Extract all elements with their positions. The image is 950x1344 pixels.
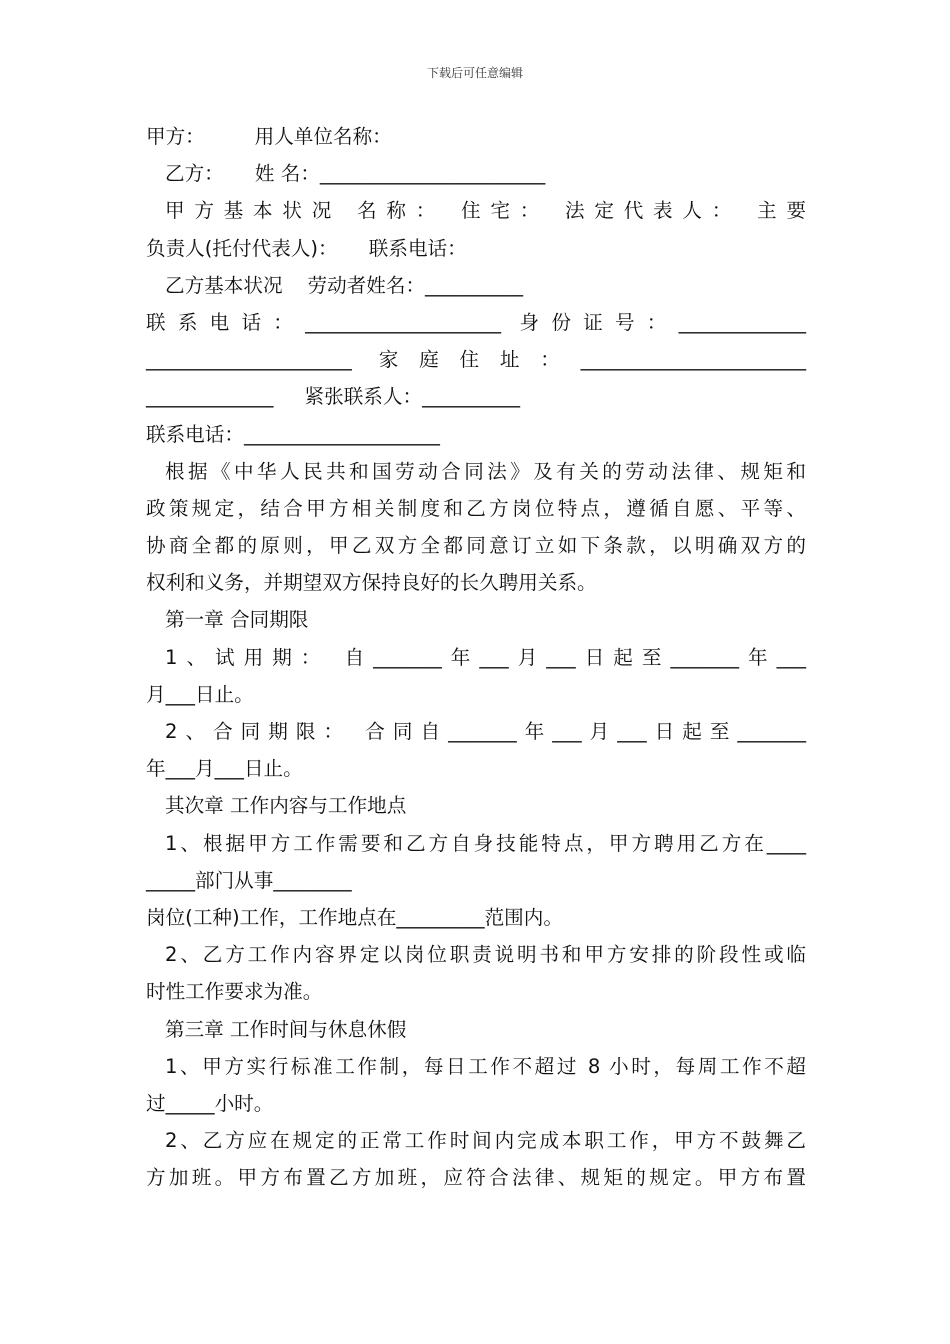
text-line-ch1-item1-b: 月___日止。 — [146, 682, 254, 706]
text-line-ch1-item1-a: 1、试用期： 自_______年___月___日起至_______年___ — [165, 645, 806, 669]
text-line-ch3-item1-a: 1、甲方实行标准工作制，每日工作不超过 8 小时，每周工作不超 — [165, 1054, 806, 1078]
text-line-ch2-item1-a: 1、根据甲方工作需要和乙方自身技能特点，甲方聘用乙方在____ — [165, 831, 806, 855]
text-line-ch2-item1-b: _____部门从事________ — [146, 868, 352, 892]
text-line-party-a-info-1: 甲方基本状况 名称： 住宅： 法定代表人： 主要 — [165, 199, 806, 223]
text-line-preamble-4: 权利和义务，并期望双方保持良好的长久聘用关系。 — [146, 571, 597, 595]
text-line-preamble-3: 协商全都的原则，甲乙双方全都同意订立如下条款，以明确双方的 — [146, 534, 806, 558]
text-line-ch3-item2-b: 方加班。甲方布置乙方加班，应符合法律、规矩的规定。甲方布置 — [146, 1166, 806, 1190]
text-line-party-b-info-5: 联系电话：____________________ — [146, 422, 440, 446]
text-line-ch1-item2-a: 2、合同期限： 合同自_______年___月___日起至_______ — [165, 720, 806, 743]
text-line-party-a-info-2: 负责人(托付代表人)： 联系电话： — [146, 236, 467, 260]
contract-body — [146, 118, 806, 1196]
text-line-preamble-1: 根据《中华人民共和国劳动合同法》及有关的劳动法律、规矩和 — [165, 459, 806, 483]
text-line-party-b-info-3: _____________________ 家庭住址：_______________________ — [146, 348, 806, 372]
text-line-chapter-3: 第三章 工作时间与休息休假 — [165, 1017, 407, 1041]
text-line-party-a: 甲方： 用人单位名称： — [146, 125, 392, 148]
text-line-party-b-info-4: _____________ 紧张联系人：__________ — [146, 385, 521, 409]
text-line-party-b: 乙方： 姓 名：_______________________ — [165, 162, 546, 186]
text-line-ch2-item2-b: 时性工作要求为准。 — [146, 980, 323, 1004]
text-line-party-b-info-2: 联系电话：____________________ 身份证号：_____________ — [146, 310, 806, 334]
text-line-ch1-item2-b: 年___月___日止。 — [146, 757, 303, 781]
text-line-ch2-item2-a: 2、乙方工作内容界定以岗位职责说明书和甲方安排的阶段性或临 — [165, 943, 806, 967]
text-line-party-b-info-1: 乙方基本状况 劳动者姓名：__________ — [165, 273, 524, 297]
text-line-ch3-item2-a: 2、乙方应在规定的正常工作时间内完成本职工作，甲方不鼓舞乙 — [165, 1129, 806, 1153]
text-line-ch3-item1-b: 过_____小时。 — [146, 1091, 274, 1115]
text-line-chapter-1: 第一章 合同期限 — [165, 608, 309, 632]
text-line-ch2-item1-c: 岗位(工种)工作，工作地点在_________范围内。 — [146, 905, 563, 929]
page-header-note: 下载后可任意编辑 — [426, 66, 523, 80]
text-line-chapter-2: 其次章 工作内容与工作地点 — [165, 794, 407, 818]
text-line-preamble-2: 政策规定，结合甲方相关制度和乙方岗位特点，遵循自愿、平等、 — [146, 496, 806, 520]
